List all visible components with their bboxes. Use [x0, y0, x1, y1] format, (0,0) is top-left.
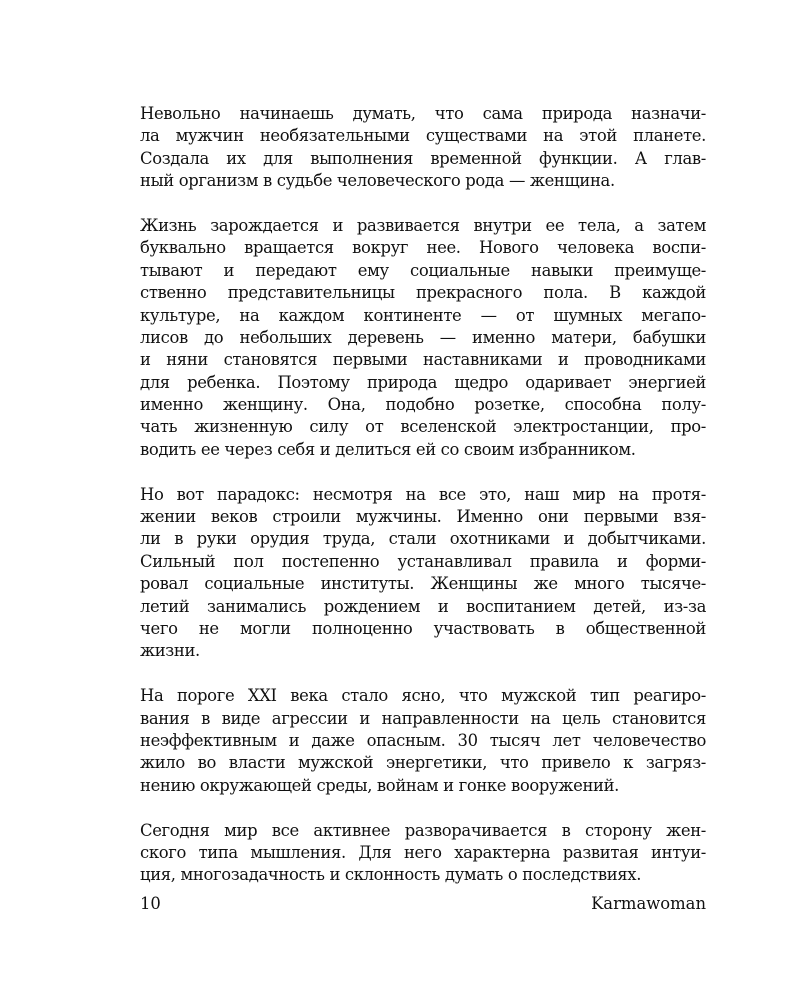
- text-line: буквально вращается вокруг нее. Нового человека воспи-: [140, 238, 706, 258]
- text-line: вания в виде агрессии и направленности на цель становится: [140, 708, 706, 728]
- text-line: На пороге XXI века стало ясно, что мужской тип реагиро-: [140, 686, 706, 706]
- text-line: летий занимались рождением и воспитанием детей, из-за: [140, 596, 706, 616]
- text-line: ровал социальные институты. Женщины же много тысяче-: [140, 574, 706, 594]
- text-line: для ребенка. Поэтому природа щедро одаривает энергией: [140, 372, 706, 392]
- text-line: чать жизненную силу от вселенской электростанции, про-: [140, 417, 706, 437]
- text-line: неэффективным и даже опасным. 30 тысяч лет человечество: [140, 730, 706, 750]
- text-line: ный организм в судьбе человеческого рода — женщина.: [140, 171, 615, 191]
- paragraph-4: [140, 685, 706, 797]
- text-line: Сегодня мир все активнее разворачивается в сторону жен-: [140, 820, 706, 840]
- page-footer: [140, 893, 706, 915]
- page-number: 10: [140, 894, 161, 913]
- text-line: чего не могли полноценно участвовать в общественной: [140, 618, 706, 638]
- text-line: жизни.: [140, 641, 200, 661]
- text-line: лисов до небольших деревень — именно матери, бабушки: [140, 327, 706, 347]
- paragraph-3: [140, 484, 706, 663]
- text-line: Но вот парадокс: несмотря на все это, наш мир на протя-: [140, 484, 706, 504]
- paragraph-1: [140, 103, 706, 193]
- text-line: Жизнь зарождается и развивается внутри ее тела, а затем: [140, 215, 706, 235]
- text-line: ла мужчин необязательными существами на этой планете.: [140, 126, 706, 146]
- page-body: [140, 103, 706, 909]
- text-line: именно женщину. Она, подобно розетке, способна полу-: [140, 395, 706, 415]
- text-line: водить ее через себя и делиться ей со своим избранником.: [140, 439, 636, 459]
- text-line: жило во власти мужской энергетики, что привело к загряз-: [140, 753, 706, 773]
- text-line: Невольно начинаешь думать, что сама природа назначи-: [140, 104, 706, 123]
- text-line: ли в руки орудия труда, стали охотниками и добытчиками.: [140, 529, 706, 549]
- text-line: тывают и передают ему социальные навыки преимуще-: [140, 260, 706, 280]
- text-line: ственно представительницы прекрасного пола. В каждой: [140, 283, 706, 303]
- text-line: культуре, на каждом континенте — от шумных мегапо-: [140, 305, 706, 325]
- text-line: ция, многозадачность и склонность думать о последствиях.: [140, 865, 642, 885]
- paragraph-5: [140, 820, 706, 887]
- text-line: жении веков строили мужчины. Именно они первыми взя-: [140, 507, 706, 527]
- text-line: ского типа мышления. Для него характерна развитая интуи-: [140, 842, 706, 862]
- book-title: Karmawoman: [591, 894, 706, 913]
- text-line: Создала их для выполнения временной функции. А глав-: [140, 148, 706, 168]
- text-line: нению окружающей среды, войнам и гонке вооружений.: [140, 775, 620, 795]
- text-line: и няни становятся первыми наставниками и проводниками: [140, 350, 706, 370]
- text-line: Сильный пол постепенно устанавливал правила и форми-: [140, 551, 706, 571]
- paragraph-2: [140, 215, 706, 461]
